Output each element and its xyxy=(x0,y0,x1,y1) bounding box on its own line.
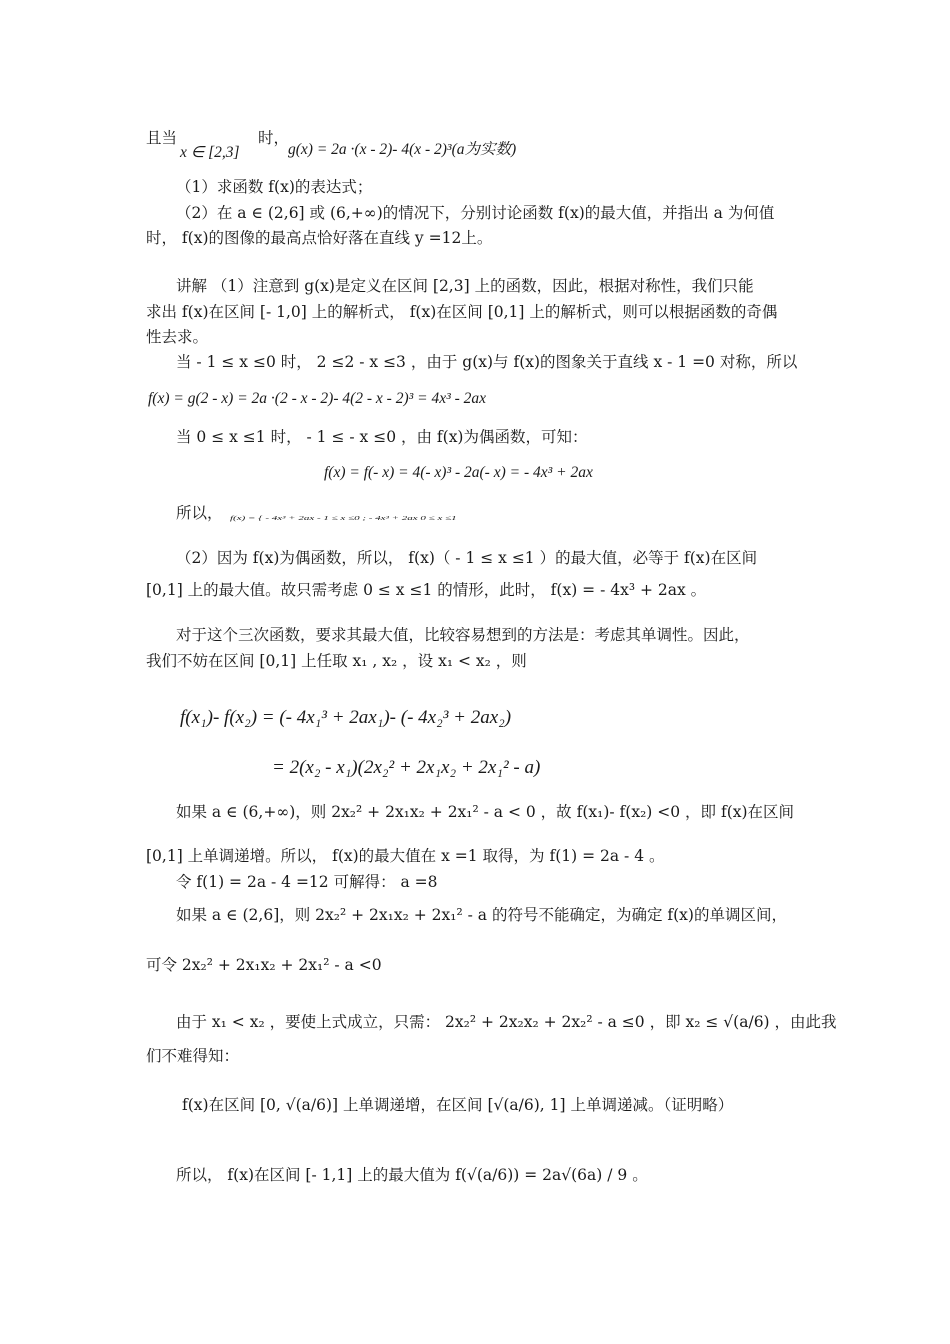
case-a-greater-6-line-2: [0,1] 上单调递增。所以， f(x)的最大值在 x =1 取得，为 f(1) = 2a - 4 。 xyxy=(146,847,665,865)
math-interval: x ∈ [2,3] xyxy=(180,144,240,161)
solution-part-2-line-2: [0,1] 上的最大值。故只需考虑 0 ≤ x ≤1 的情形，此时， f(x) = - 4x³ + 2ax 。 xyxy=(146,581,707,599)
solution-para-10-line-2: 们不难得知： xyxy=(146,1047,240,1065)
solution-para-6-line-2: 我们不妨在区间 [0,1] 上任取 x₁ , x₂ ，设 x₁ < x₂ ，则 xyxy=(146,652,527,670)
solution-para-2: 当 - 1 ≤ x ≤0 时， 2 ≤2 - x ≤3 ，由于 g(x)与 f(x)的图象关于直线 x - 1 =0 对称，所以 xyxy=(176,353,798,371)
piecewise-definition: f(x) = { - 4x³ + 2ax - 1 ≤ x ≤0 ; - 4x³ + 2ax 0 ≤ x ≤1 xyxy=(230,514,457,522)
solution-para-10-line-1: 由于 x₁ < x₂ ，要使上式成立，只需： 2x₂² + 2x₂x₂ + 2x₂² - a ≤0 ，即 x₂ ≤ √(a/6) ，由此我 xyxy=(176,1013,837,1031)
case-a-greater-6-line-1: 如果 a ∈ (6,+∞)，则 2x₂² + 2x₁x₂ + 2x₁² - a < 0 ，故 f(x₁)- f(x₂) <0 ，即 f(x)在区间 xyxy=(176,803,795,821)
equation-f-negative: f(x) = g(2 - x) = 2a ·(2 - x - 2)- 4(2 - x - 2)³ = 4x³ - 2ax xyxy=(148,390,487,407)
solution-para-1-line-2: 求出 f(x)在区间 [- 1,0] 上的解析式， f(x)在区间 [0,1] 上的解析式，则可以根据函数的奇偶 xyxy=(146,303,778,321)
math-g-definition: g(x) = 2a ·(x - 2)- 4(x - 2)³(a为实数) xyxy=(288,141,517,158)
question-2-line-1: （2）在 a ∈ (2,6] 或 (6,+∞)的情况下，分别讨论函数 f(x)的最大值，并指出 a 为何值 xyxy=(176,204,775,222)
equation-difference: f(x₁)- f(x₂) = (- 4x₁³ + 2ax₁)- (- 4x₂³ + 2ax₂) xyxy=(180,707,512,728)
equation-factored: = 2(x₂ - x₁)(2x₂² + 2x₁x₂ + 2x₁² - a) xyxy=(272,757,541,778)
case-a-2-6-line-2: 可令 2x₂² + 2x₁x₂ + 2x₁² - a <0 xyxy=(146,956,382,974)
text-line: 所以， xyxy=(176,504,223,522)
case-a-2-6-line-1: 如果 a ∈ (2,6]，则 2x₂² + 2x₁x₂ + 2x₁² - a 的符号不能确定，为确定 f(x)的单调区间， xyxy=(176,906,787,924)
text-line: 且当 xyxy=(146,129,178,147)
equation-f-positive: f(x) = f(- x) = 4(- x)³ - 2a(- x) = - 4x³ + 2ax xyxy=(324,464,593,481)
solution-para-1-line-3: 性去求。 xyxy=(146,328,209,346)
monotonic-intervals: f(x)在区间 [0, √(a/6)] 上单调递增，在区间 [√(a/6), 1] 上单调递减。（证明略） xyxy=(182,1096,734,1114)
question-2-line-2: 时， f(x)的图像的最高点恰好落在直线 y =12上。 xyxy=(146,229,493,247)
solution-para-1-line-1: 讲解 （1）注意到 g(x)是定义在区间 [2,3] 上的函数，因此，根据对称性，我们只能 xyxy=(176,277,754,295)
solution-para-3: 当 0 ≤ x ≤1 时， - 1 ≤ - x ≤0 ，由 f(x)为偶函数，可知： xyxy=(176,428,588,446)
solution-part-2-line-1: （2）因为 f(x)为偶函数，所以， f(x)（ - 1 ≤ x ≤1 ）的最大值，必等于 f(x)在区间 xyxy=(176,549,758,567)
question-1: （1）求函数 f(x)的表达式； xyxy=(176,178,373,196)
case-a-greater-6-line-3: 令 f(1) = 2a - 4 =12 可解得： a =8 xyxy=(176,873,438,891)
text-line: 时， xyxy=(258,129,290,147)
solution-para-6-line-1: 对于这个三次函数，要求其最大值，比较容易想到的方法是：考虑其单调性。因此， xyxy=(176,626,750,644)
final-maximum: 所以， f(x)在区间 [- 1,1] 上的最大值为 f(√(a/6)) = 2a√(6a) / 9 。 xyxy=(176,1166,648,1184)
